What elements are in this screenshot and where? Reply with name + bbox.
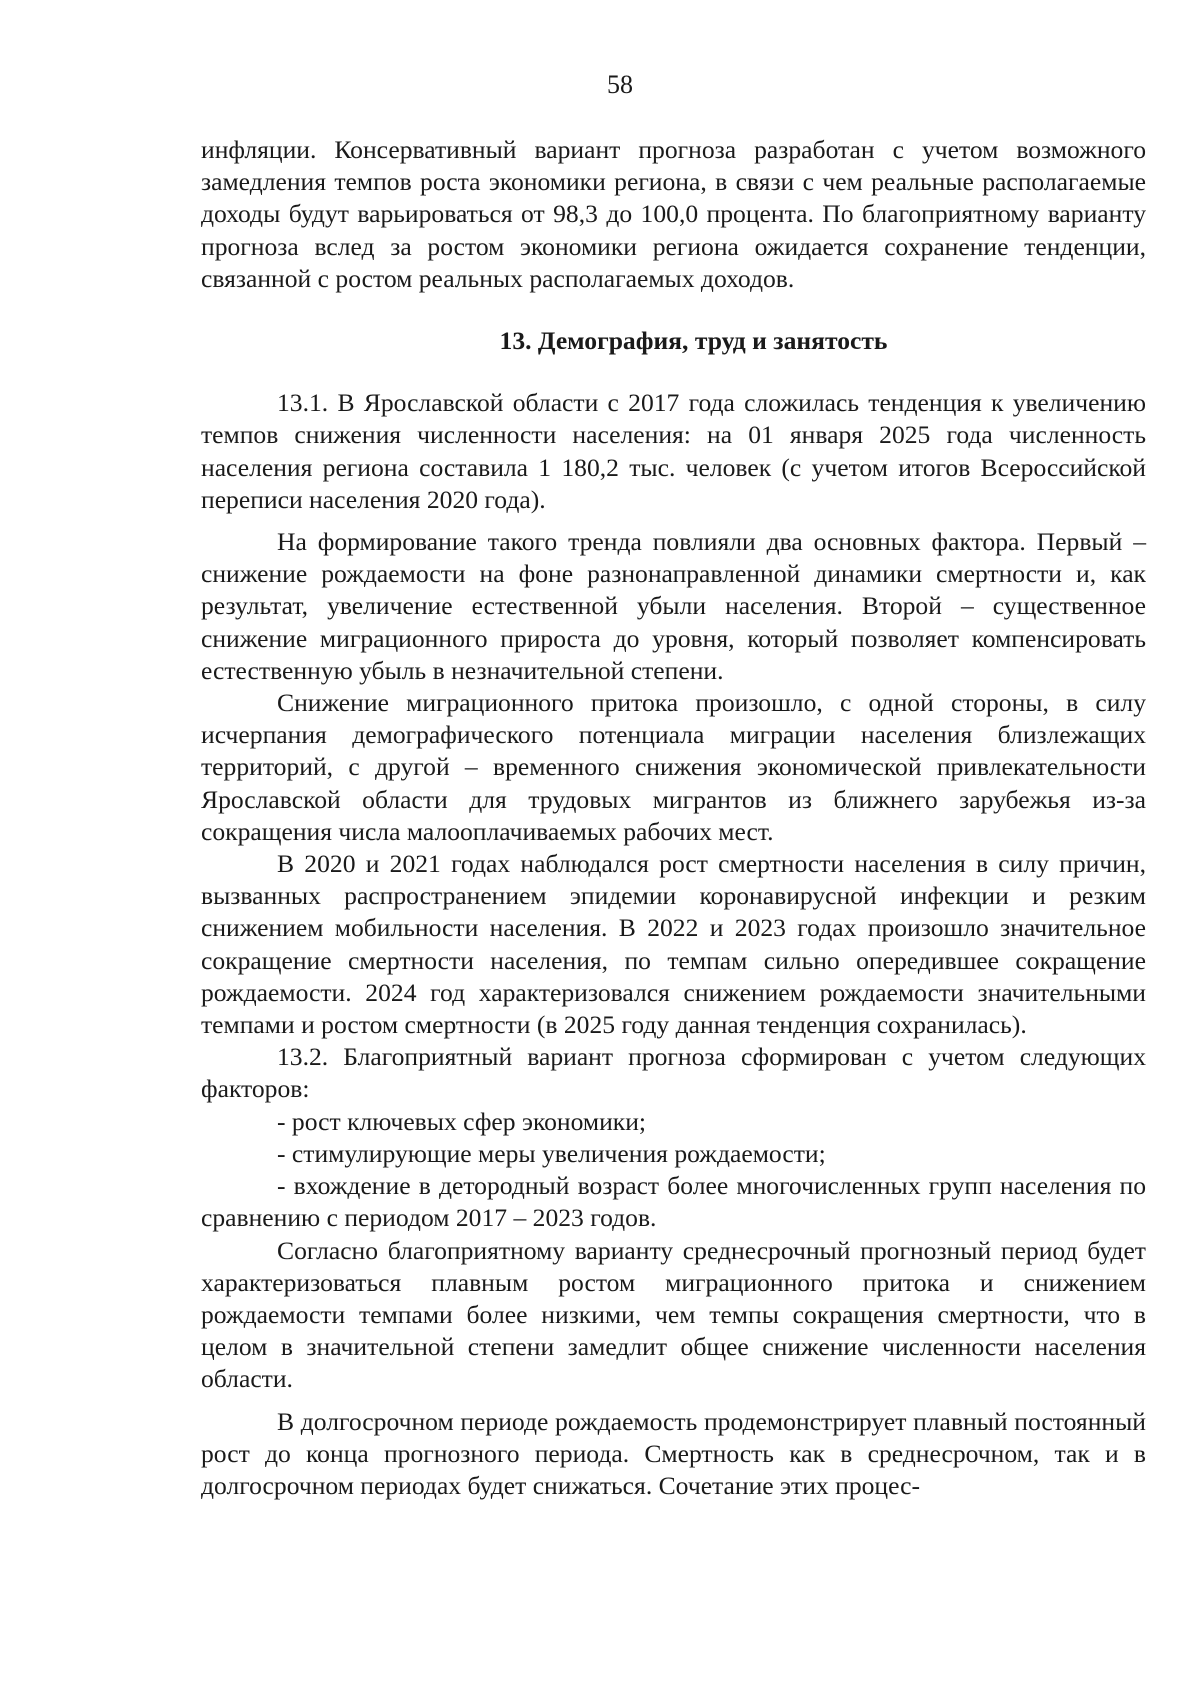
page-number: 58 <box>607 70 633 99</box>
spacer <box>201 295 1146 325</box>
paragraph-13-1: 13.1. В Ярославской области с 2017 года сложилась тенденция к увеличению темпов снижения численности населения: на 01 января 2025 года численность населения региона составила 1 180,2 тыс. человек (с учетом итогов Всероссийской переписи населения 2020 года). <box>201 388 1146 514</box>
spacer <box>201 516 1146 526</box>
factor-list-item: - стимулирующие меры увеличения рождаемости; <box>277 1138 826 1168</box>
paragraph-13-2: 13.2. Благоприятный вариант прогноза сформирован с учетом следующих факторов: <box>201 1042 1146 1104</box>
paragraph-mortality: В 2020 и 2021 годах наблюдался рост смертности населения в силу причин, вызванных распространением эпидемии коронавирусной инфекции и резким снижением мобильности населения. В 2022 и 2023 годах произошло значительное сокращение смертности населения, по темпам сильно опередившее сокращение рождаемости. 2024 год характеризовался снижением рождаемости значительными темпами и ростом смертности (в 2025 году данная тенденция сохранилась). <box>201 849 1146 1040</box>
paragraph-trend-factors: На формирование такого тренда повлияли два основных фактора. Первый – снижение рождаемости на фоне разнонаправленной динамики смертности и, как результат, увеличение естественной убыли населения. Второй – существенное снижение миграционного прироста до уровня, который позволяет компенсировать естественную убыль в незначительной степени. <box>201 527 1146 685</box>
paragraph-long-term: В долгосрочном периоде рождаемость продемонстрирует плавный постоянный рост до конца прогнозного периода. Смертность как в среднесрочном, так и в долгосрочном периодах будет снижаться. Сочетание этих процес- <box>201 1406 1146 1500</box>
spacer <box>201 1396 1146 1406</box>
paragraph-favorable-scenario: Согласно благоприятному варианту среднесрочный прогнозный период будет характеризоваться плавным ростом миграционного притока и снижением рождаемости темпами более низкими, чем темпы сокращения смертности, что в целом в значительной степени замедлит общее снижение численности населения области. <box>201 1235 1146 1394</box>
factor-list-item: - рост ключевых сфер экономики; <box>277 1106 647 1136</box>
paragraph-migration: Снижение миграционного притока произошло, с одной стороны, в силу исчерпания демографического потенциала миграции населения близлежащих территорий, с другой – временного снижения экономической привлекательности Ярославской области для трудовых мигрантов из ближнего зарубежья из-за сокращения числа малооплачиваемых рабочих мест. <box>201 688 1146 846</box>
factor-list-item: - вхождение в детородный возраст более многочисленных групп населения по сравнению с периодом 2017 – 2023 годов. <box>201 1171 1146 1233</box>
spacer <box>201 357 1146 387</box>
section-heading: 13. Демография, труд и занятость <box>499 326 888 356</box>
text-column <box>201 134 1146 1502</box>
intro-paragraph: инфляции. Консервативный вариант прогноза разработан с учетом возможного замедления темпов роста экономики региона, в связи с чем реальные располагаемые доходы будут варьироваться от 98,3 до 100,0 процента. По благоприятному варианту прогноза вслед за ростом экономики региона ожидается сохранение тенденции, связанной с ростом реальных располагаемых доходов. <box>201 135 1146 293</box>
